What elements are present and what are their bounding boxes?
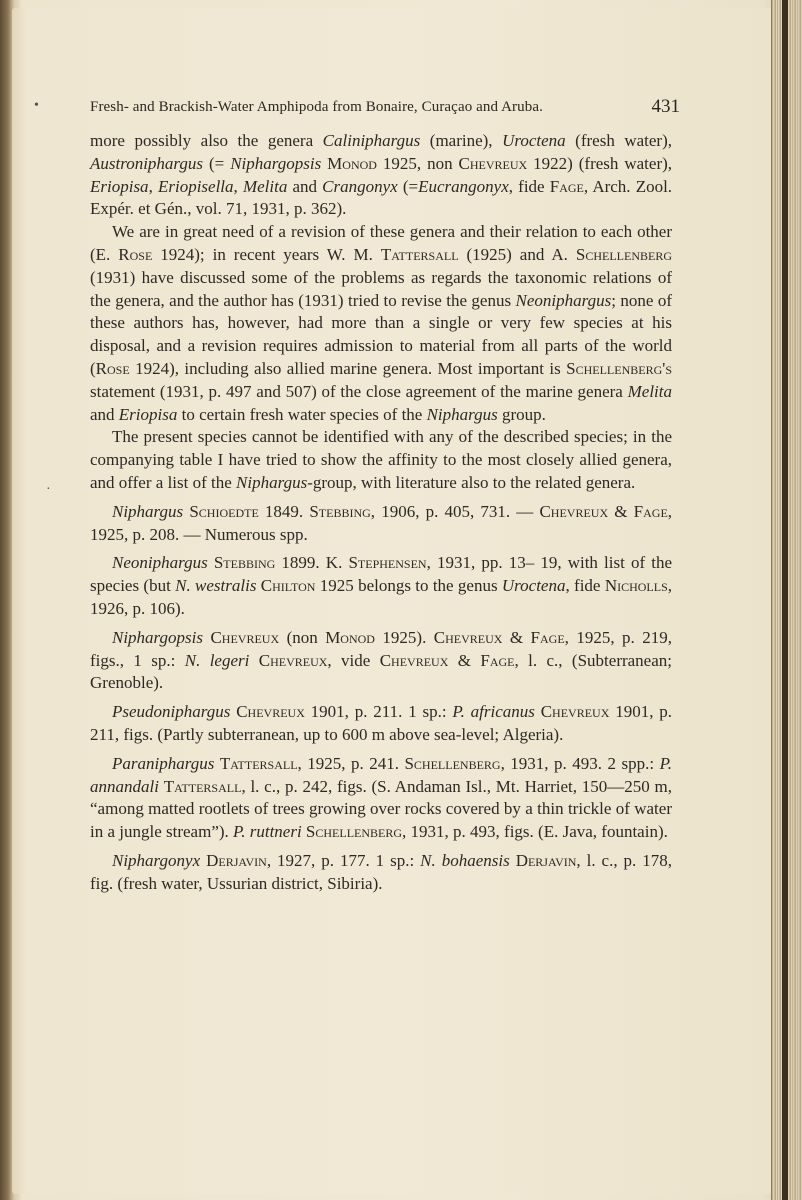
genus-entry bbox=[90, 753, 672, 844]
genus-name: Eriopisa bbox=[90, 176, 149, 196]
author-name: Chilton bbox=[260, 576, 316, 596]
genus-name: Niphargus bbox=[236, 472, 308, 492]
text-run: , 1906, p. 405, 731. — bbox=[370, 501, 540, 521]
author-name: Chevreux bbox=[458, 153, 528, 173]
running-title: Fresh- and Brackish-Water Amphipoda from Bonaire, Curaçao and Aruba. bbox=[90, 99, 543, 115]
text-run: , vide bbox=[327, 650, 380, 670]
text-run: , 1931, p. 493, figs. (E. Java, fountain). bbox=[402, 822, 668, 842]
author-name: Schellenberg bbox=[305, 822, 403, 842]
genus-name: Niphargopsis bbox=[230, 153, 322, 173]
text-run: more possibly also the genera bbox=[90, 131, 323, 150]
text-run: , 1927, p. 177. 1 sp.: bbox=[266, 850, 421, 870]
text-run: to certain fresh water species of the bbox=[177, 404, 427, 424]
text-run: 1901, p. 211, figs. (Partly subterranean, up to 600 m above sea-level; Algeria). bbox=[90, 702, 673, 744]
text-run: (fresh water), bbox=[565, 131, 672, 150]
species-name: N. westralis bbox=[175, 576, 257, 596]
genus-name: Uroctena bbox=[502, 131, 566, 150]
page-header bbox=[90, 92, 680, 118]
author-name: Schellenberg bbox=[404, 753, 501, 773]
text-run: , 1931, pp. 13– 19, with list of the species (but bbox=[90, 553, 672, 596]
genus-entry bbox=[90, 552, 672, 620]
author-name: Chevreux bbox=[236, 702, 305, 722]
text-run: , Arch. Zool. Expér. et Gén., vol. 71, 1931, p. 362). bbox=[90, 176, 673, 219]
text-run: & bbox=[448, 650, 481, 670]
text-run: 1925, non bbox=[376, 153, 459, 173]
text-run: 1901, p. 211. 1 sp.: bbox=[304, 702, 453, 722]
author-name: Schioedte bbox=[189, 501, 259, 521]
margin-dot: • bbox=[34, 98, 39, 113]
text-run: 1849. bbox=[258, 501, 310, 521]
text-run: ; none of these authors has, however, had more than a single or very few species at his disposal, and a revision requires admission to material from all parts of the world ( bbox=[90, 290, 672, 378]
genus-name: Niphargopsis bbox=[112, 627, 204, 647]
text-run: (= bbox=[397, 176, 419, 196]
text-run: , l. c., p. 242, figs. (S. Andaman Isl., Mt. Harriet, 150—250 m, “among matted rootlets of trees growing over rocks covered by a thin trickle of water in a jungle stream”). bbox=[90, 776, 672, 842]
genus-name: Eriopisella bbox=[157, 176, 234, 196]
author-name: Derjavin bbox=[206, 850, 267, 870]
text-run: 1922) (fresh water), bbox=[527, 153, 673, 173]
genus-name: Caliniphargus bbox=[322, 131, 421, 150]
genus-name: Eucrangonyx bbox=[418, 176, 509, 196]
page-number: 431 bbox=[651, 96, 680, 117]
text-run: , l. c., (Subterranean; Grenoble). bbox=[90, 650, 672, 693]
genus-name: Niphargus bbox=[426, 404, 498, 424]
genus-name: Austroniphargus bbox=[90, 153, 204, 173]
paragraph bbox=[90, 426, 672, 494]
genus-name: Eriopisa bbox=[118, 404, 178, 424]
text-run: , 1925, p. 208. — Numerous spp. bbox=[90, 501, 673, 544]
author-name: Chevreux bbox=[210, 627, 280, 647]
genus-name: Melita bbox=[627, 381, 672, 401]
author-name: Stebbing bbox=[213, 553, 276, 573]
text-run: The present species cannot be identified with any of the described species; in the companying table I have tried to show the affinity to the most closely allied genera, and offer a list of the bbox=[90, 427, 672, 492]
text-run: , 1926, p. 106). bbox=[90, 576, 673, 618]
genus-name: Neoniphargus bbox=[515, 290, 612, 310]
text-run: and bbox=[287, 176, 323, 196]
text-run: and bbox=[90, 404, 119, 424]
species-name: P. ruttneri bbox=[233, 822, 302, 842]
author-name: Monod bbox=[325, 627, 375, 647]
genus-name: Neoniphargus bbox=[112, 553, 208, 573]
margin-dot: · bbox=[46, 482, 51, 497]
genus-entry bbox=[90, 850, 672, 896]
text-run: statement (1931, p. 497 and 507) of the close agreement of the marine genera bbox=[90, 381, 628, 401]
text-run: (= bbox=[203, 153, 231, 173]
author-name: Fage bbox=[530, 627, 565, 647]
text-run: , fide bbox=[508, 176, 550, 196]
author-name: Fage bbox=[480, 650, 515, 670]
page-edges bbox=[771, 0, 802, 1200]
text-run: , fide bbox=[565, 576, 605, 596]
genus-entry bbox=[90, 627, 672, 695]
text-run: , bbox=[148, 176, 158, 196]
text-run: & bbox=[608, 501, 634, 521]
text-run: , l. c., p. 178, fig. (fresh water, Ussurian district, Sibiria). bbox=[90, 850, 673, 893]
author-name: Rose bbox=[95, 358, 130, 378]
text-run: 1925). bbox=[374, 627, 434, 647]
genus-name: Melita bbox=[242, 176, 288, 196]
genus-name: Paraniphargus bbox=[112, 753, 215, 773]
genus-name: Niphargus bbox=[112, 501, 184, 521]
paragraph bbox=[90, 130, 672, 221]
text-run: , 1925, p. 219, figs., 1 sp.: bbox=[90, 627, 672, 670]
author-name: Chevreux bbox=[258, 650, 328, 670]
author-name: Schellenberg bbox=[575, 244, 672, 264]
genus-entry bbox=[90, 501, 672, 547]
text-run: , bbox=[233, 176, 243, 196]
genus-name: Crangonyx bbox=[322, 176, 398, 196]
author-name: Rose bbox=[118, 244, 153, 264]
author-name: Stephensen bbox=[348, 553, 427, 573]
text-run: , 1931, p. 493. 2 spp.: bbox=[500, 753, 660, 773]
author-name: Chevreux bbox=[379, 650, 449, 670]
text-run: 1925 belongs to the genus bbox=[315, 576, 502, 596]
text-run: & bbox=[502, 627, 531, 647]
author-name: Fage bbox=[633, 501, 668, 521]
author-name: Stebbing bbox=[309, 501, 371, 521]
text-run: 1924); in recent years W. M. bbox=[152, 244, 381, 264]
text-run: (marine), bbox=[420, 131, 503, 150]
text-run: We are in great need of a revision of these genera and their relation to each other (E. bbox=[90, 222, 672, 264]
genus-entry bbox=[90, 701, 672, 747]
author-name: Chevreux bbox=[433, 627, 503, 647]
author-name: Chevreux bbox=[540, 702, 610, 722]
text-run: -group, with literature also to the related genera. bbox=[307, 472, 636, 492]
species-name: P. annandali bbox=[90, 753, 673, 796]
author-name: Chevreux bbox=[539, 501, 609, 521]
text-run: 1899. K. bbox=[275, 553, 349, 573]
author-name: Derjavin bbox=[515, 850, 577, 870]
genus-name: Niphargonyx bbox=[112, 850, 201, 870]
author-name: Nicholls bbox=[604, 576, 668, 596]
text-run: , 1925, p. 241. bbox=[297, 753, 405, 773]
species-name: P. africanus bbox=[452, 702, 535, 722]
author-name: Monod bbox=[327, 153, 377, 173]
author-name: Tattersall bbox=[163, 776, 242, 796]
author-name: Tattersall bbox=[219, 753, 298, 773]
author-name: Fage bbox=[549, 176, 584, 196]
genus-name: Pseudoniphargus bbox=[112, 702, 231, 722]
species-name: N. legeri bbox=[184, 650, 250, 670]
text-run: group. bbox=[497, 404, 546, 424]
author-name: Tattersall bbox=[380, 244, 459, 264]
paragraph bbox=[90, 221, 672, 426]
species-name: N. bohaensis bbox=[420, 850, 510, 870]
text-run: (1925) and A. bbox=[458, 244, 576, 264]
body-text bbox=[90, 130, 672, 896]
text-run bbox=[249, 651, 258, 670]
genus-name: Uroctena bbox=[501, 576, 566, 596]
author-name: Schellenberg's bbox=[566, 358, 672, 378]
text-run: 1924), including also allied marine genera. Most important is bbox=[129, 358, 567, 378]
text-run: (1931) have discussed some of the problems as regards the taxonomic relations of the genera, and the author has (1931) tried to revise the genus bbox=[90, 267, 672, 310]
text-run: (non bbox=[279, 627, 326, 647]
